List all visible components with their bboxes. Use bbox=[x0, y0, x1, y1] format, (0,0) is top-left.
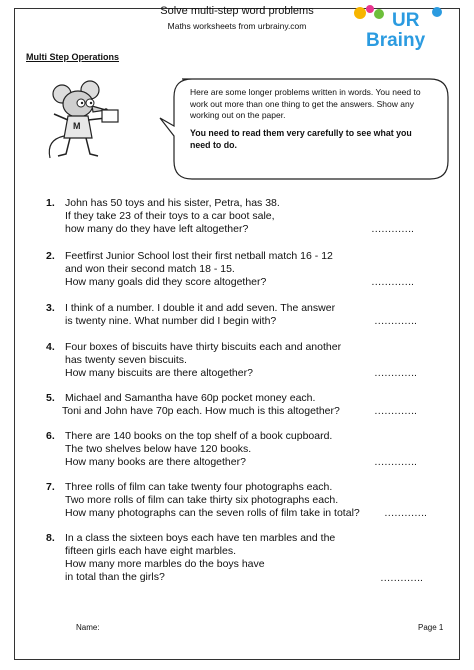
question-text-line: How many more marbles do the boys have bbox=[65, 558, 265, 570]
question-text-line: How many books are there altogether? bbox=[65, 456, 246, 468]
section-title: Multi Step Operations bbox=[26, 52, 120, 62]
question-text-line: is twenty nine. What number did I begin with? bbox=[65, 315, 277, 327]
question-text-line: John has 50 toys and his sister, Petra, has 38. bbox=[65, 197, 280, 209]
answer-blank-3[interactable]: …………. bbox=[374, 315, 417, 327]
name-label: Name: bbox=[76, 623, 100, 632]
question-number: 5. bbox=[46, 392, 55, 404]
question-text-line: Four boxes of biscuits have thirty biscuits each and another bbox=[65, 341, 342, 353]
question-number: 4. bbox=[46, 341, 55, 353]
answer-blank-8[interactable]: …………. bbox=[380, 572, 423, 584]
question-text-line: has twenty seven biscuits. bbox=[65, 354, 187, 366]
question-number: 7. bbox=[46, 481, 55, 493]
question-text-line: How many goals did they score altogether? bbox=[65, 276, 267, 288]
question-number: 2. bbox=[46, 250, 55, 262]
question-text-line: If they take 23 of their toys to a car boot sale, bbox=[65, 210, 275, 222]
svg-text:Brainy: Brainy bbox=[366, 30, 426, 50]
svg-text:UR: UR bbox=[392, 10, 420, 31]
svg-text:M: M bbox=[73, 121, 81, 131]
question-text-line: Three rolls of film can take twenty four photographs each. bbox=[65, 481, 333, 493]
question-text-line: Michael and Samantha have 60p pocket money each. bbox=[65, 392, 316, 404]
question-text-line: how many do they have left altogether? bbox=[65, 223, 249, 235]
question-text-line: Feetfirst Junior School lost their first netball match 16 - 12 bbox=[65, 250, 333, 262]
question-text-line: In a class the sixteen boys each have ten marbles and the bbox=[65, 532, 336, 544]
mouse-mascot-illustration bbox=[40, 74, 130, 164]
question-number: 3. bbox=[46, 302, 55, 314]
answer-blank-5[interactable]: …………. bbox=[374, 405, 417, 417]
page-number: Page 1 bbox=[418, 623, 444, 632]
answer-blank-2[interactable]: …………. bbox=[371, 276, 414, 288]
question-text-line: I think of a number. I double it and add seven. The answer bbox=[65, 302, 336, 314]
question-text-line: There are 140 books on the top shelf of a book cupboard. bbox=[65, 430, 333, 442]
urbrainy-logo bbox=[352, 4, 444, 50]
page-title: Solve multi-step word problems bbox=[160, 5, 314, 17]
question-text-line: Two more rolls of film can take thirty six photographs each. bbox=[65, 494, 339, 506]
question-text-line: How many photographs can the seven rolls of film take in total? bbox=[65, 507, 360, 519]
instructions-text bbox=[190, 87, 426, 156]
question-text-line: Toni and John have 70p each. How much is this altogether? bbox=[62, 405, 340, 417]
question-text-line: in total than the girls? bbox=[65, 571, 165, 583]
question-text-line: fifteen girls each have eight marbles. bbox=[65, 545, 237, 557]
question-number: 6. bbox=[46, 430, 55, 442]
question-text-line: The two shelves below have 120 books. bbox=[65, 443, 252, 455]
question-text-line: and won their second match 18 - 15. bbox=[65, 263, 235, 275]
page-subtitle: Maths worksheets from urbrainy.com bbox=[167, 21, 307, 31]
answer-blank-7[interactable]: …………. bbox=[384, 507, 427, 519]
instructions-emphasis: You need to read them very carefully to see what you need to do. bbox=[190, 127, 412, 150]
question-text-line: How many biscuits are there altogether? bbox=[65, 367, 253, 379]
question-number: 1. bbox=[46, 197, 55, 209]
answer-blank-1[interactable]: …………. bbox=[371, 223, 414, 235]
question-number: 8. bbox=[46, 532, 55, 544]
answer-blank-6[interactable]: …………. bbox=[374, 456, 417, 468]
instructions-intro: Here are some longer problems written in words. You need to work out more than one thing to get the answers. Show any working out on the paper. bbox=[190, 87, 421, 120]
answer-blank-4[interactable]: …………. bbox=[374, 367, 417, 379]
